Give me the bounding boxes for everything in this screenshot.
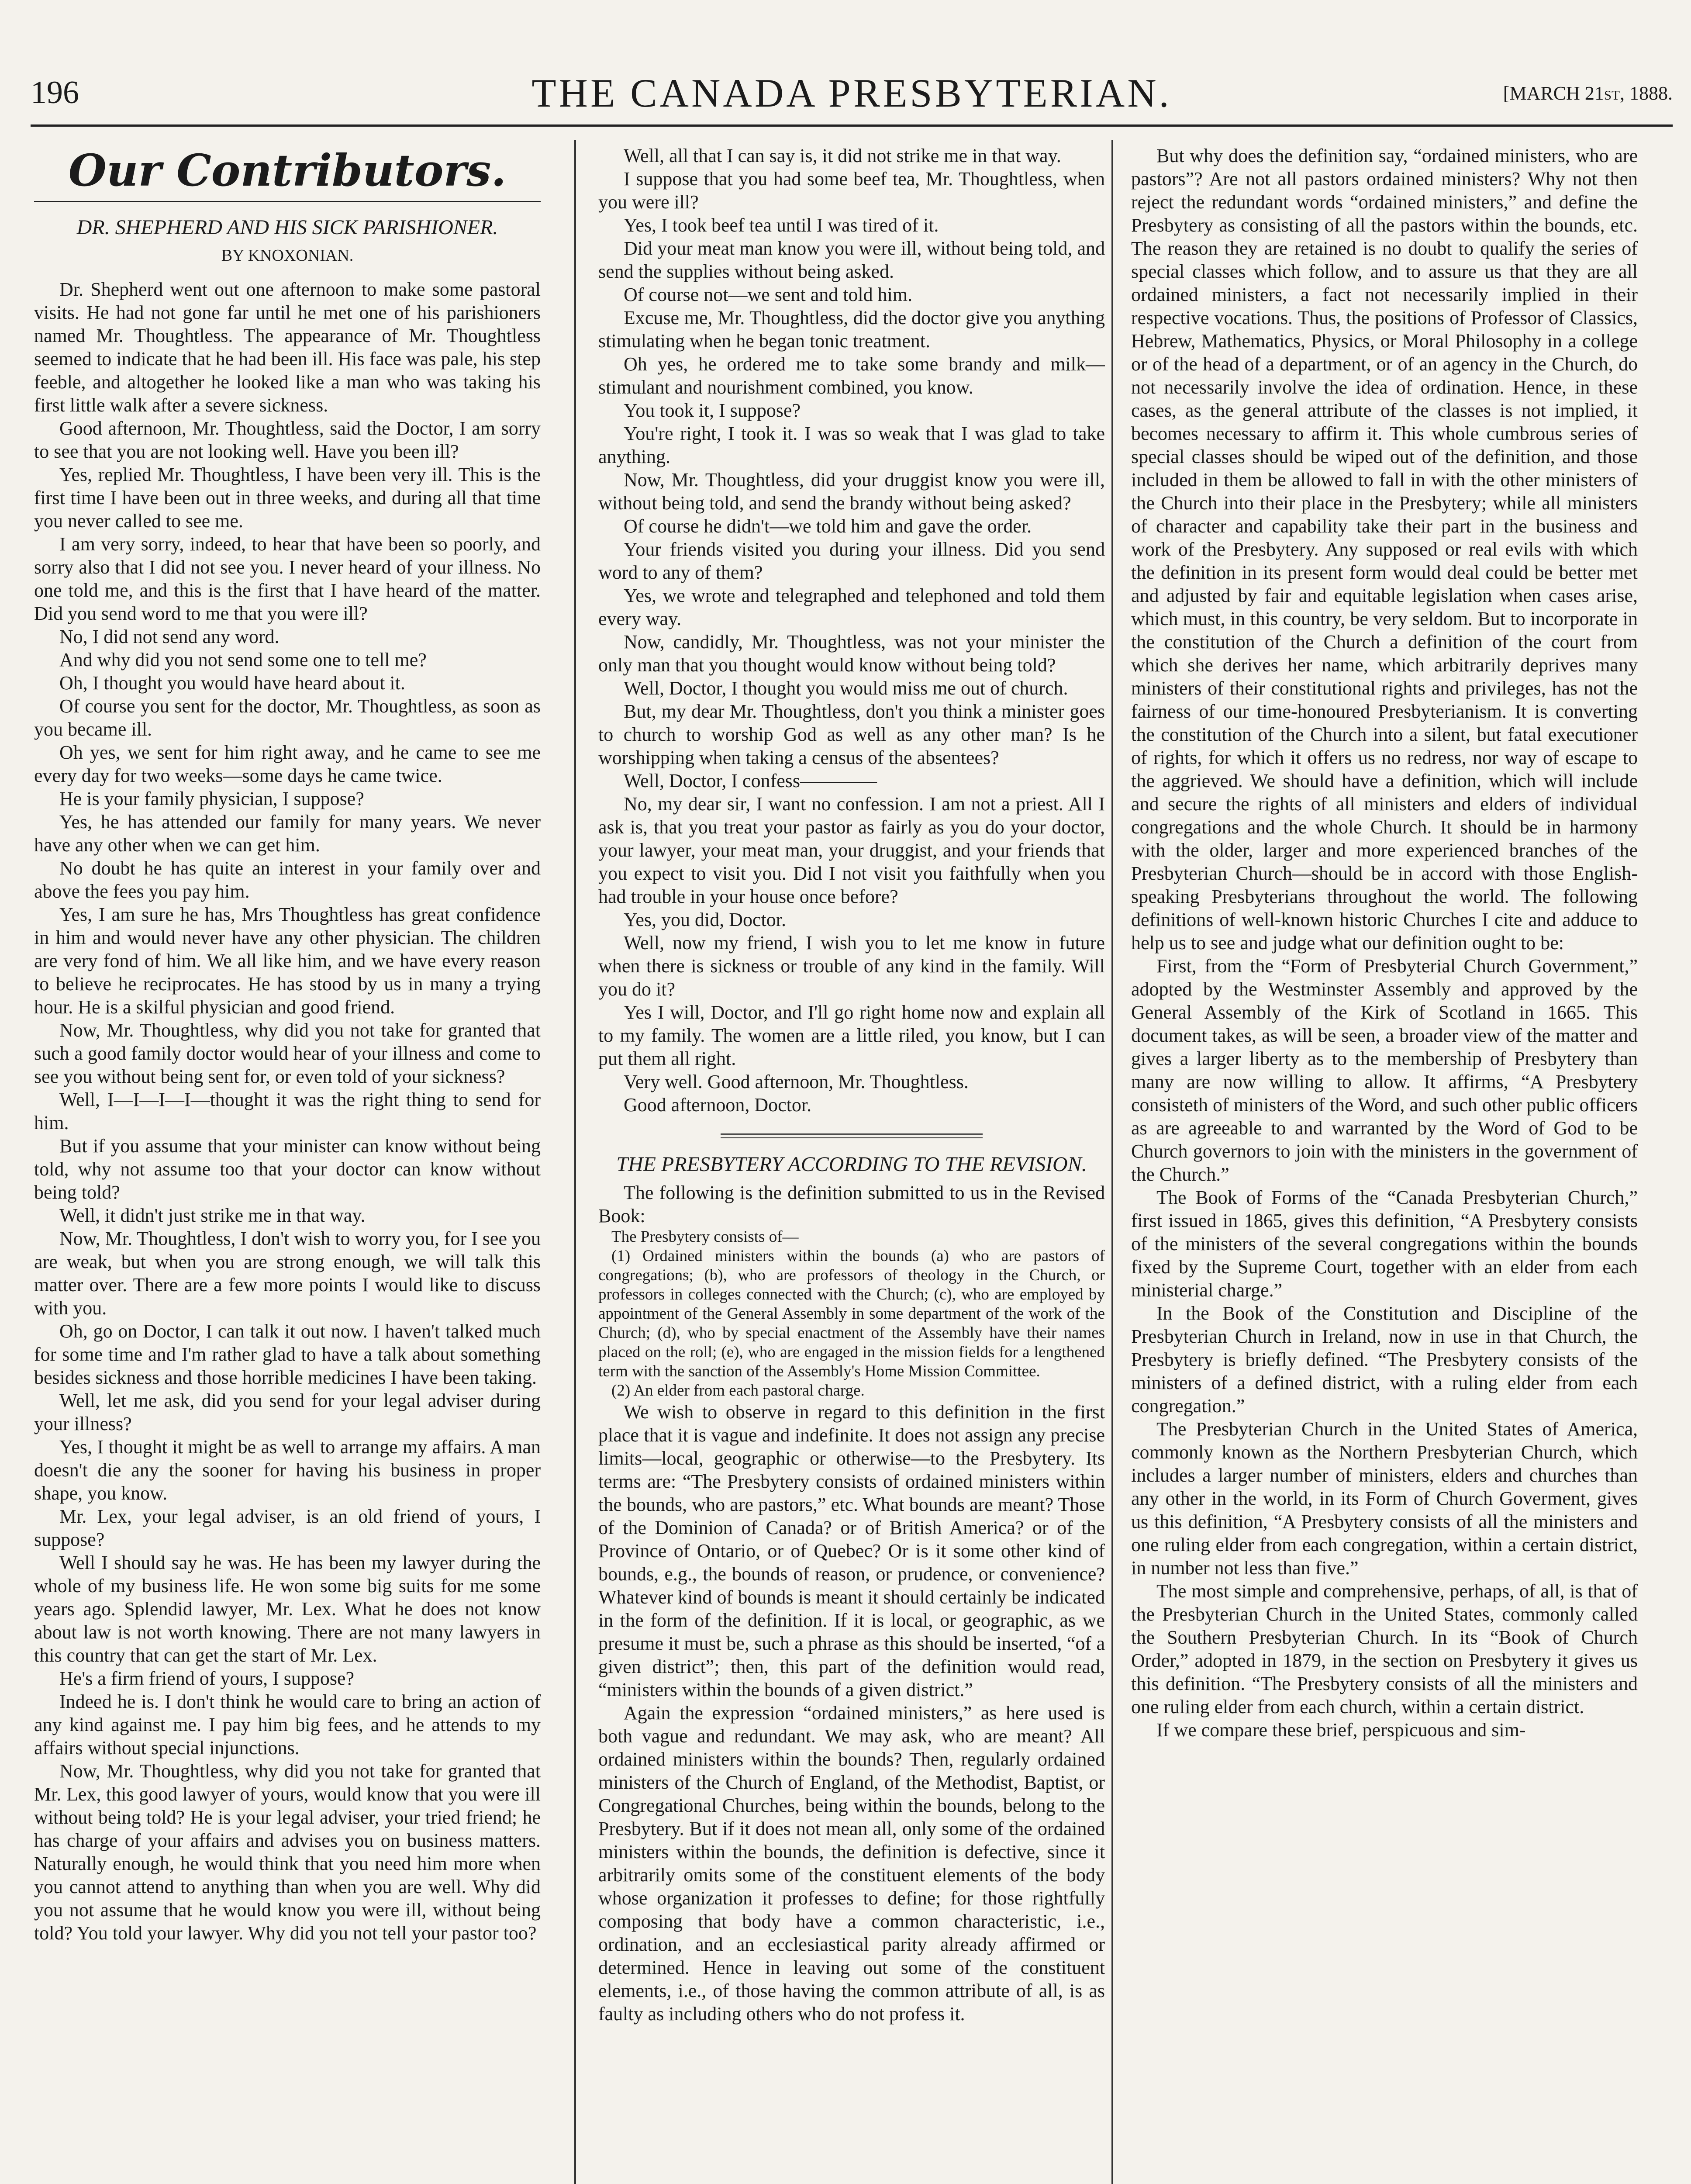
paragraph: Did your meat man know you were ill, without being told, and send the supplies without being asked. [598, 238, 1105, 282]
paragraph: Well, let me ask, did you send for your legal adviser during your illness? [34, 1390, 541, 1434]
department-rule [34, 201, 541, 202]
paragraph: The Book of Forms of the “Canada Presbyterian Church,” first issued in 1865, gives this definition, “A Presbytery consists of the ministers of the several congregations within the bounds fixed by the Supreme Court, together with an elder from each ministerial charge.” [1131, 1187, 1638, 1301]
paragraph: Oh yes, we sent for him right away, and he came to see me every day for two weeks—some days he came twice. [34, 742, 541, 786]
paragraph: We wish to observe in regard to this definition in the first place that it is vague and indefinite. It does not assign any precise limits—local, geographic or otherwise—to the Presbytery. Its terms are: “The Presbytery consists of ordained ministers within the bounds, who are pastors,” etc. What bounds are meant? Those of the Dominion of Canada? or of British America? or of the Province of Ontario, or of Quebec? Or is it some other kind of bounds, e.g., the bounds of reason, or prudence, or convenience? Whatever kind of bounds is meant it should certainly be indicated in the form of the definition. If it is local, or geographic, as we presume it must be, such a phrase as this should be inserted, “of a given district”; then, this part of the definition would read, “ministers within the bounds of a given district.” [598, 1401, 1105, 1700]
paragraph: (2) An elder from each pastoral charge. [611, 1382, 865, 1400]
paragraph: Yes, I thought it might be as well to arrange my affairs. A man doesn't die any the sooner for having his business in proper shape, you know. [34, 1436, 541, 1504]
paragraph: First, from the “Form of Presbyterial Church Government,” adopted by the Westminster Assembly and approved by the General Assembly of the Kirk of Scotland in 1665. This document takes, as will be seen, a broader view of the matter and gives a larger liberty as to the membership of Presbytery than many are now willing to allow. It affirms, “A Presbytery consisteth of ministers of the Word, and such other public officers as are agreeable to and warranted by the Word of God to be Church governors to join with the ministers in the government of the Church.” [1131, 955, 1638, 1185]
column-one [34, 144, 541, 2184]
column-two [598, 144, 1105, 2184]
paragraph: Well, now my friend, I wish you to let me know in future when there is sickness or trouble of any kind in the family. Will you do it? [598, 932, 1105, 1000]
issue-date: [MARCH 21st, 1888. [1503, 83, 1673, 104]
paragraph: He's a firm friend of yours, I suppose? [59, 1668, 355, 1689]
article-body [34, 278, 541, 1945]
paragraph: Yes, I took beef tea until I was tired of it. [624, 214, 939, 236]
paragraph: The Presbyterian Church in the United States of America, commonly known as the Northern Presbyterian Church, which includes a larger number of ministers, elders and churches than any other in the world, in its Form of Church Goverment, gives us this definition, “A Presbytery consists of all the ministers and one ruling elder from each congregation, within a certain district, in number not less than five.” [1131, 1418, 1638, 1579]
article-body-continued [598, 144, 1105, 1116]
paragraph: The Presbytery consists of— [611, 1228, 799, 1246]
paragraph: Oh, I thought you would have heard about it. [59, 672, 405, 694]
paragraph: Mr. Lex, your legal adviser, is an old friend of yours, I suppose? [34, 1506, 541, 1550]
paragraph: Oh, go on Doctor, I can talk it out now. I haven't talked much for some time and I'm rather glad to have a talk about something besides sickness and those horrible medicines I have been taking. [34, 1320, 541, 1388]
paragraph: If we compare these brief, perspicuous and sim- [1156, 1719, 1526, 1741]
paragraph: Very well. Good afternoon, Mr. Thoughtless. [624, 1071, 969, 1092]
paragraph: In the Book of the Constitution and Discipline of the Presbyterian Church in Ireland, now in use in that Church, the Presbytery is briefly defined. “The Presbytery consists of the ministers of a defined district, with a ruling elder from each congregation.” [1131, 1303, 1638, 1417]
column-divider [574, 140, 576, 2184]
paragraph: But if you assume that your minister can know without being told, why not assume too that your doctor can know without being told? [34, 1135, 541, 1203]
department-heading: Our Contributors. [68, 145, 507, 196]
paragraph: Again the expression “ordained ministers,” as here used is both vague and redundant. We may ask, who are meant? All ordained ministers within the bounds? Then, regularly ordained ministers of the Church of England, of the Methodist, Baptist, or Congregational Churches, being within the bounds, belong to the Presbytery. But if it does not mean all, only some of the ordained ministers within the bounds, the definition is defective, since it arbitrarily omits some of the constituent elements of the body whose organization it professes to define; for those rightfully composing that body have a common characteristic, i.e., ordination, and an ecclesiastical parity already affirmed or determined. Hence in leaving out some of the constituent elements, i.e., of those having the common attribute of all, is as faulty as including others who do not profess it. [598, 1702, 1105, 2025]
paragraph: Now, Mr. Thoughtless, I don't wish to worry you, for I see you are weak, but when you are strong enough, we will talk this matter over. There are a few more points I would like to discuss with you. [34, 1228, 541, 1319]
paragraph: Well, Doctor, I confess———— [624, 770, 877, 791]
paragraph: Indeed he is. I don't think he would care to bring an action of any kind against me. I pay him big fees, and he attends to my affairs without special injunctions. [34, 1691, 541, 1759]
article-body [598, 1400, 1105, 2025]
paragraph: Good afternoon, Doctor. [624, 1094, 812, 1116]
paragraph: No, my dear sir, I want no confession. I am not a priest. All I ask is, that you treat your pastor as fairly as you do your doctor, your lawyer, your meat man, your druggist, and your friends that you expect to visit you. Did I not visit you faithfully when you had trouble in your house once before? [598, 793, 1105, 907]
paragraph: Oh yes, he ordered me to take some brandy and milk—stimulant and nourishment combined, you know. [598, 353, 1105, 398]
paragraph: Good afternoon, Mr. Thoughtless, said the Doctor, I am sorry to see that you are not looking well. Have you been ill? [34, 418, 541, 462]
article-title: THE PRESBYTERY ACCORDING TO THE REVISION. [616, 1153, 1087, 1176]
article-body-continued [1131, 144, 1638, 1742]
paragraph: Of course he didn't—we told him and gave the order. [624, 515, 1032, 537]
header-rule [31, 124, 1673, 127]
paragraph: Of course not—we sent and told him. [624, 284, 913, 305]
paragraph: Your friends visited you during your illness. Did you send word to any of them? [598, 539, 1105, 583]
paragraph: (1) Ordained ministers within the bounds (a) who are pastors of congregations; (b), who are professors of theology in the Church, or professors in colleges connected with the Church; (c), who are employed by appointment of the General Assembly in some department of the work of the Church; (d), who by special enactment of the Assembly have their names placed on the roll; (e), who are engaged in the mission fields for a lengthened term with the sanction of the Assembly's Home Mission Committee. [598, 1247, 1105, 1380]
paragraph: He is your family physician, I suppose? [59, 788, 364, 809]
paragraph: Dr. Shepherd went out one afternoon to make some pastoral visits. He had not gone far until he met one of his parishioners named Mr. Thoughtless. The appearance of Mr. Thoughtless seemed to indicate that he had been ill. His face was pale, his step feeble, and altogether he looked like a man who was taking his first little walk after a severe sickness. [34, 279, 541, 416]
paragraph: Yes, we wrote and telegraphed and telephoned and told them every way. [598, 585, 1105, 629]
paragraph: The most simple and comprehensive, perhaps, of all, is that of the Presbyterian Church in the United States, commonly called the Southern Presbyterian Church. In its “Book of Church Order,” adopted in 1879, in the section on Presbytery it gives us this definition. “The Presbytery consists of all the ministers and one ruling elder from each church, within a certain district. [1131, 1580, 1638, 1717]
masthead [31, 70, 1673, 127]
column-divider [1111, 140, 1113, 2184]
page-number: 196 [31, 75, 79, 111]
paragraph: Yes, he has attended our family for many years. We never have any other when we can get him. [34, 811, 541, 856]
paragraph: Yes I will, Doctor, and I'll go right home now and explain all to my family. The women are a little riled, you know, but I can put them all right. [598, 1002, 1105, 1069]
paragraph: I am very sorry, indeed, to hear that have been so poorly, and sorry also that I did not see you. I never heard of your illness. No one told me, and this is the first that I have heard of the matter. Did you send word to me that you were ill? [34, 533, 541, 624]
paragraph: Well, Doctor, I thought you would miss me out of church. [624, 677, 1068, 699]
paragraph: Well, I—I—I—I—thought it was the right thing to send for him. [34, 1089, 541, 1133]
paragraph: No doubt he has quite an interest in your family over and above the fees you pay him. [34, 857, 541, 902]
paragraph: Yes, replied Mr. Thoughtless, I have been very ill. This is the first time I have been out in three weeks, and during all that time you never called to see me. [34, 464, 541, 532]
paragraph: Of course you sent for the doctor, Mr. Thoughtless, as soon as you became ill. [34, 695, 541, 740]
quoted-definition [598, 1227, 1105, 1400]
paragraph: Yes, you did, Doctor. [624, 909, 787, 930]
paragraph: Now, Mr. Thoughtless, why did you not take for granted that Mr. Lex, this good lawyer of yours, would know that you were ill without being told? He is your legal adviser, your tried friend; he has charge of your affairs and advises you on business matters. Naturally enough, he would think that you need him more when you cannot attend to anything than when you are well. Why did you not assume that he would know you were ill, without being told? You told your lawyer. Why did you not tell your pastor too? [34, 1760, 541, 1944]
article-title: DR. SHEPHERD AND HIS SICK PARISHIONER. [76, 216, 498, 239]
paragraph: But why does the definition say, “ordained ministers, who are pastors”? Are not all pastors ordained ministers? Why not then reject the redundant words “ordained ministers,” and define the Presbytery as consisting of all the pastors within the bounds, etc. The reason they are retained is no doubt to qualify the series of special classes which follow, and to assure us that they are all ordained ministers, a fact not necessarily implied in their respective vocations. Thus, the positions of Professor of Classics, Hebrew, Mathematics, Physics, or Moral Philosophy in a college or of the head of a department, or of an agency in the Church, do not necessarily involve the idea of ordination. Hence, in these cases, as the general attribute of the classes is not implied, it becomes necessary to affirm it. This whole cumbrous series of special classes should be wiped out of the definition, and those included in them be allowed to fall in with the other ministers of the Church into their place in the Presbytery; while all ministers of character and capability take their part in the business and work of the Presbytery. Any supposed or real evils with which the definition in its present form would deal could be better met and adjusted by fair and equitable legislation when cases arise, which must, in this country, be very seldom. But to incorporate in the constitution of the Church a definition of the court from which she derives her name, which arbitrarily deprives many ministers of their constitutional rights and privileges, has not the fairness of our time-honoured Presbyterianism. It is converting the constitution of the Church into a silent, but fatal executioner of rights, for which it offers us no redress, nor way of escape to the aggrieved. We should have a definition, which will include and secure the rights of all ministers and elders of individual congregations and the whole Church. It should be in harmony with the older, larger and more experienced branches of the Presbyterian Church—should be in accord with those English-speaking Presbyterians throughout the world. The following definitions of well-known historic Churches I cite and adduce to help us to see and judge what our definition ought to be: [1131, 145, 1638, 954]
newspaper-title: THE CANADA PRESBYTERIAN. [531, 71, 1172, 115]
paragraph: Well, all that I can say is, it did not strike me in that way. [624, 145, 1061, 166]
paragraph: Now, Mr. Thoughtless, did your druggist know you were ill, without being told, and send the brandy without being asked? [598, 469, 1105, 514]
paragraph: And why did you not send some one to tell me? [59, 649, 427, 670]
paragraph: You took it, I suppose? [624, 400, 801, 421]
paragraph: But, my dear Mr. Thoughtless, don't you think a minister goes to church to worship God as well as any other man? Is he worshipping when taking a census of the absentees? [598, 701, 1105, 768]
paragraph: Excuse me, Mr. Thoughtless, did the doctor give you anything stimulating when he began tonic treatment. [598, 307, 1105, 352]
paragraph: You're right, I took it. I was so weak that I was glad to take anything. [598, 423, 1105, 467]
paragraph: Now, candidly, Mr. Thoughtless, was not your minister the only man that you thought would know without being told? [598, 631, 1105, 676]
article-byline: BY KNOXONIAN. [221, 246, 354, 265]
article-intro: The following is the definition submitted to us in the Revised Book: [598, 1182, 1105, 1227]
paragraph: Well I should say he was. He has been my lawyer during the whole of my business life. He won some big suits for me some years ago. Splendid lawyer, Mr. Lex. What he does not know about law is not worth knowing. There are not many lawyers in this country that can get the start of Mr. Lex. [34, 1552, 541, 1666]
paragraph: I suppose that you had some beef tea, Mr. Thoughtless, when you were ill? [598, 168, 1105, 213]
paragraph: No, I did not send any word. [59, 626, 280, 647]
paragraph: Well, it didn't just strike me in that way. [59, 1205, 366, 1226]
paragraph: Now, Mr. Thoughtless, why did you not take for granted that such a good family doctor would hear of your illness and come to see you without being sent for, or even told of your sickness? [34, 1019, 541, 1087]
paragraph: Yes, I am sure he has, Mrs Thoughtless has great confidence in him and would never have any other physician. The children are very fond of him. We all like him, and we have every reason to believe he reciprocates. He has stood by us in many a trying hour. He is a skilful physician and good friend. [34, 904, 541, 1018]
section-divider [721, 1133, 983, 1138]
column-three [1131, 144, 1638, 2184]
